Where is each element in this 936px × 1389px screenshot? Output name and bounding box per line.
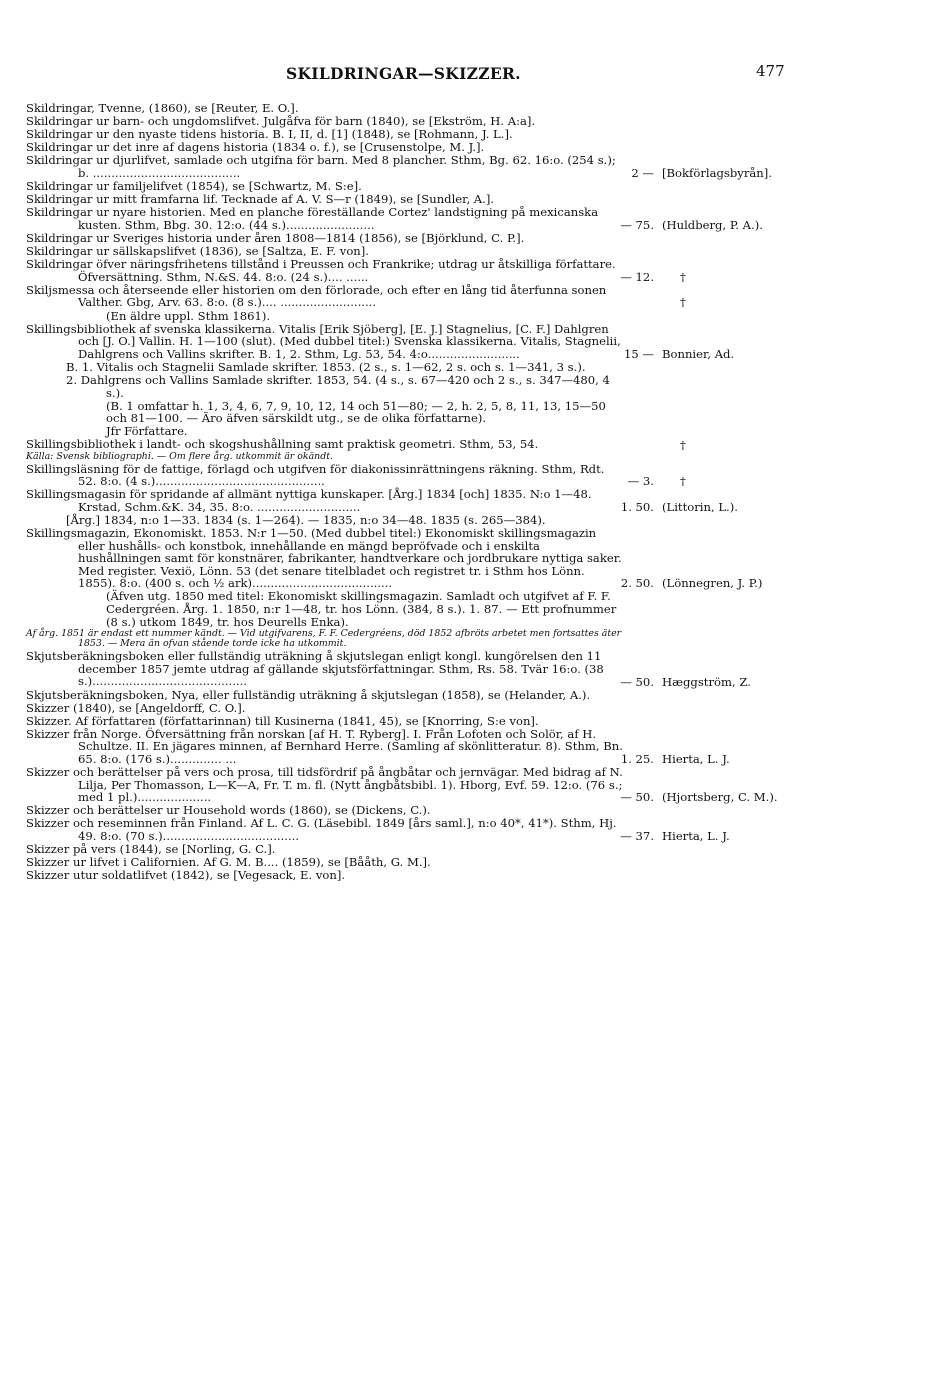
entry-price-column [614, 271, 654, 284]
entry-text: Jfr Författare. [106, 424, 188, 439]
catalogue-entry [26, 361, 626, 374]
entry-text: (En äldre uppl. Sthm 1861). [106, 308, 271, 323]
catalogue-entry [26, 843, 626, 856]
entry-text: Skizzer. Af författaren (författarinnan) till Kusinerna (1841, 45), se [Knorring, S:e von]. [26, 713, 539, 728]
catalogue-entry [26, 141, 626, 154]
entry-text: Skillingsmagasin för spridande af allmänt nyttiga kunskaper. [Årg.] 1834 [och] 1835. N:o 1—48. Krstad, Schm.&K. 34, 35. 8:o. ............................ [26, 487, 592, 514]
entry-publisher: Hæggström, Z. [662, 674, 751, 689]
entry-publisher: (Huldberg, P. A.). [662, 217, 763, 232]
catalogue-entry [26, 282, 686, 310]
catalogue-entry [26, 102, 626, 115]
catalogue-entry [26, 128, 626, 141]
catalogue-entry [26, 765, 778, 805]
catalogue-entry [26, 816, 730, 844]
entry-text: Skildringar öfver näringsfrihetens tillstånd i Preussen och Frankrike; utdrag ur åtskilliga författare. Öfversättning. Sthm, N.&S. 44. 8:o. (24 s.).... ...... [26, 257, 616, 284]
entry-text: Skildringar ur nyare historien. Med en planche föreställande Cortez' landstigning på mexicanska kusten. Sthm, Bbg. 30. 12:o. (44 s.)........................ [26, 205, 599, 232]
catalogue-entry [26, 310, 626, 323]
catalogue-entry [26, 590, 626, 628]
catalogue-entry [26, 869, 626, 882]
entry-text: 2. Dahlgrens och Vallins Samlade skrifter. 1853, 54. (4 s., s. 67—420 och 2 s., s. 347—480, 4 s.). [66, 372, 610, 400]
catalogue-entries [26, 101, 778, 883]
entry-price: 1. 50. [620, 499, 654, 514]
entry-text: Skildringar ur familjelifvet (1854), se [Schwartz, M. S:e]. [26, 179, 362, 194]
catalogue-entry [26, 321, 735, 361]
catalogue-entry [26, 702, 626, 715]
entry-text: Skildringar ur barn- och ungdomslifvet. Julgåfva för barn (1840), se [Ekström, H. A:a]. [26, 114, 536, 129]
catalogue-entry [26, 526, 763, 591]
catalogue-entry [26, 487, 738, 514]
entry-price: — 37. [620, 828, 654, 843]
entry-text: Skildringar ur den nyaste tidens historia. B. I, II, d. [1] (1848), se [Rohmann, J. L.]. [26, 127, 513, 142]
entry-text: (B. 1 omfattar h. 1, 3, 4, 6, 7, 9, 10, 12, 14 och 51—80; — 2, h. 2, 5, 8, 11, 13, 15—50 och 81—100. — Äro äfven särskildt utg., se de olika författarne). [106, 398, 606, 426]
entry-text: Skildringar ur Sveriges historia under åren 1808—1814 (1856), se [Björklund, C. P.]. [26, 230, 525, 245]
catalogue-entry [26, 115, 626, 128]
page-number: 477 [756, 62, 785, 80]
entry-price: 2. 50. [620, 576, 654, 591]
catalogue-entry [26, 629, 626, 650]
entry-text: (Äfven utg. 1850 med titel: Ekonomiskt skillingsmagazin. Samladt och utgifvet af F. F. Cedergréen. Årg. 1. 1850, n:r 1—48, tr. hos Lönn. (384, 8 s.). 1. 87. — Ett profnummer (8 s.) utkom 1849, tr. hos Deurells Enka). [106, 589, 617, 629]
catalogue-entry [26, 726, 730, 767]
entry-price-column [614, 791, 778, 804]
entry-price-column [614, 501, 738, 514]
entry-text: Skillingsbibliothek af svenska klassikerna. Vitalis [Erik Sjöberg], [E. J.] Stagnelius, [C. F.] Dahlgren och [J. O.] Vallin. H. 1—100 (slut). (Med dubbel titel:) Svenska klassikerna. Vitalis, Stagnelii, Dahlgrens och Vallins skrifter. B. 1, 2. Sthm, Lg. 53, 54. 4:o......................... [26, 321, 621, 361]
entry-text: B. 1. Vitalis och Stagnelii Samlade skrifter. 1853. (2 s., s. 1—62, 2 s. och s. 1—341, 3 s.). [66, 359, 586, 374]
entry-text: Skillingsbibliothek i landt- och skogshushållning samt praktisk geometri. Sthm, 53, 54. [26, 437, 539, 452]
entry-dagger-mark: † [680, 269, 686, 284]
entry-text: Skizzer och berättelser ur Household words (1860), se (Dickens, C.). [26, 803, 431, 818]
entry-price: — 50. [620, 674, 654, 689]
entry-text: Skildringar, Tvenne, (1860), se [Reuter, E. O.]. [26, 101, 299, 115]
entry-price-column [614, 830, 730, 843]
entry-price: — 3. [627, 473, 654, 488]
catalogue-entry [26, 689, 626, 702]
entry-price: — 75. [620, 217, 654, 232]
entry-price-column [614, 475, 654, 488]
entry-price-column [614, 753, 730, 766]
catalogue-entry [26, 257, 686, 284]
catalogue-entry [26, 856, 626, 869]
entry-text: Skizzer och berättelser på vers och prosa, till tidsfördrif på ångbåtar och jernvägar. Med bidrag af N. Lilja, Per Thomasson, L—K—A, Fr. T. m. fl. (Nytt ångbåtsbibl. 1). Hborg, Evf. 59. 12:o. (76 s.; med 1 pl.).................... [26, 765, 623, 805]
entry-price-column [614, 676, 751, 689]
catalogue-entry [26, 715, 626, 728]
entry-dagger-mark: † [680, 473, 686, 488]
entry-text: Af årg. 1851 är endast ett nummer kändt. — Vid utgifvarens, F. F. Cedergréens, död 1852 afbröts arbetet men fortsattes äter 1853. — Mera än ofvan stående torde icke ha utkommit. [26, 627, 622, 650]
entry-publisher: (Littorin, L.). [662, 499, 738, 514]
entry-text: Skizzer ur lifvet i Californien. Af G. M. B.... (1859), se [Bååth, G. M.]. [26, 855, 431, 870]
entry-publisher: (Lönnegren, J. P.) [662, 576, 763, 591]
catalogue-entry [26, 400, 626, 425]
entry-price: — 50. [620, 790, 654, 805]
entry-price-column [614, 219, 763, 232]
running-head-title: SKILDRINGAR—SKIZZER. [286, 64, 521, 83]
catalogue-entry [26, 514, 626, 527]
entry-text: Skjutsberäkningsboken eller fullständig uträkning å skjutslegan enligt kongl. kungörelsen den 11 december 1857 jemte utdrag af gällande skjutsförfattningar. Sthm, Rs. 58. Tvär 16:o. (38 s.).......................................... [26, 649, 604, 689]
entry-text: Skildringar ur djurlifvet, samlade och utgifna för barn. Med 8 plancher. Sthm, Bg. 62. 16:o. (254 s.); b. ........................................ [26, 153, 616, 180]
entry-text: Skizzer från Norge. Öfversättning från norskan [af H. T. Ryberg]. I. Från Lofoten och Solör, af H. Schultze. II. En jägares minnen, af Bernhard Herre. (Samling af skönlitteratur. 8). Sthm, Bn. 65. 8:o. (176 s.).............. ... [26, 726, 623, 766]
entry-text: Skillingsläsning för de fattige, förlagd och utgifven för diakonissinrättningens räkning. Sthm, Rdt. 52. 8:o. (4 s.).............................................. [26, 461, 605, 489]
catalogue-entry [26, 425, 626, 438]
entry-dagger-mark: † [680, 295, 686, 310]
entry-price-column [614, 348, 734, 361]
catalogue-entry [26, 193, 626, 206]
entry-price-column [614, 577, 762, 590]
catalogue-entry [26, 452, 626, 463]
entry-publisher: Hierta, L. J. [662, 828, 730, 843]
entry-publisher: (Hjortsberg, C. M.). [662, 790, 778, 805]
entry-publisher: Bonnier, Ad. [662, 346, 735, 361]
entry-text: Skildringar ur det inre af dagens historia (1834 o. f.), se [Crusenstolpe, M. J.]. [26, 140, 485, 155]
entry-text: Skiljsmessa och återseende eller historien om den förlorade, och efter en lång tid återfunna sonen Valther. Gbg, Arv. 63. 8:o. (8 s.).... .......................... [26, 282, 607, 310]
catalogue-entry [26, 804, 626, 817]
catalogue-entry [26, 649, 751, 689]
catalogue-entry [26, 180, 626, 193]
catalogue-entry [26, 461, 686, 489]
catalogue-entry [26, 205, 763, 232]
catalogue-entry [26, 374, 626, 399]
entry-text: Skizzer (1840), se [Angeldorff, C. O.]. [26, 700, 246, 715]
entry-price: 2 — [631, 165, 654, 180]
entry-publisher: Hierta, L. J. [662, 752, 730, 767]
entry-text: Skizzer på vers (1844), se [Norling, G. C.]. [26, 842, 276, 857]
entry-text: Skillingsmagazin, Ekonomiskt. 1853. N:r 1—50. (Med dubbel titel:) Ekonomiskt skillingsmagazin eller hushålls- och konstbok, innehållande en mängd bepröfvade och i enskilta hushållningen samt för konstnärer, fabrikanter, handtverkare och jordbrukare nyttiga saker. Med register. Vexiö, Lönn. 53 (det senare titelbladet och registret tr. i Sthm hos Lönn. 1855). 8:o. (400 s. och ½ ark)...................................... [26, 526, 622, 591]
entry-price: 15 — [623, 346, 654, 361]
entry-price-column [614, 167, 772, 180]
entry-publisher: [Bokförlagsbyrån]. [662, 165, 772, 180]
entry-text: Källa: Svensk bibliographi. — Om flere årg. utkommit är okändt. [26, 450, 333, 462]
entry-dagger-mark: † [680, 437, 686, 452]
entry-text: Skildringar ur mitt framfarna lif. Tecknade af A. V. S—r (1849), se [Sundler, A.]. [26, 192, 495, 207]
catalogue-entry [26, 437, 686, 452]
entry-text: Skizzer och reseminnen från Finland. Af L. C. G. (Läsebibl. 1849 [års saml.], n:o 40*, 41*). Sthm, Hj. 49. 8:o. (70 s.)..................................... [26, 816, 617, 844]
entry-price: — 12. [620, 269, 654, 284]
catalogue-entry [26, 232, 626, 245]
entry-text: Skjutsberäkningsboken, Nya, eller fullständig uträkning å skjutslegan (1858), se (Helander, A.). [26, 687, 591, 702]
entry-text: Skizzer utur soldatlifvet (1842), se [Vegesack, E. von]. [26, 868, 346, 883]
entry-price: 1. 25. [620, 752, 654, 767]
entry-text: [Årg.] 1834, n:o 1—33. 1834 (s. 1—264). — 1835, n:o 34—48. 1835 (s. 265—384). [66, 512, 546, 527]
catalogue-entry [26, 153, 772, 180]
entry-text: Skildringar ur sällskapslifvet (1836), se [Saltza, E. F. von]. [26, 244, 369, 259]
catalogue-entry [26, 245, 626, 258]
